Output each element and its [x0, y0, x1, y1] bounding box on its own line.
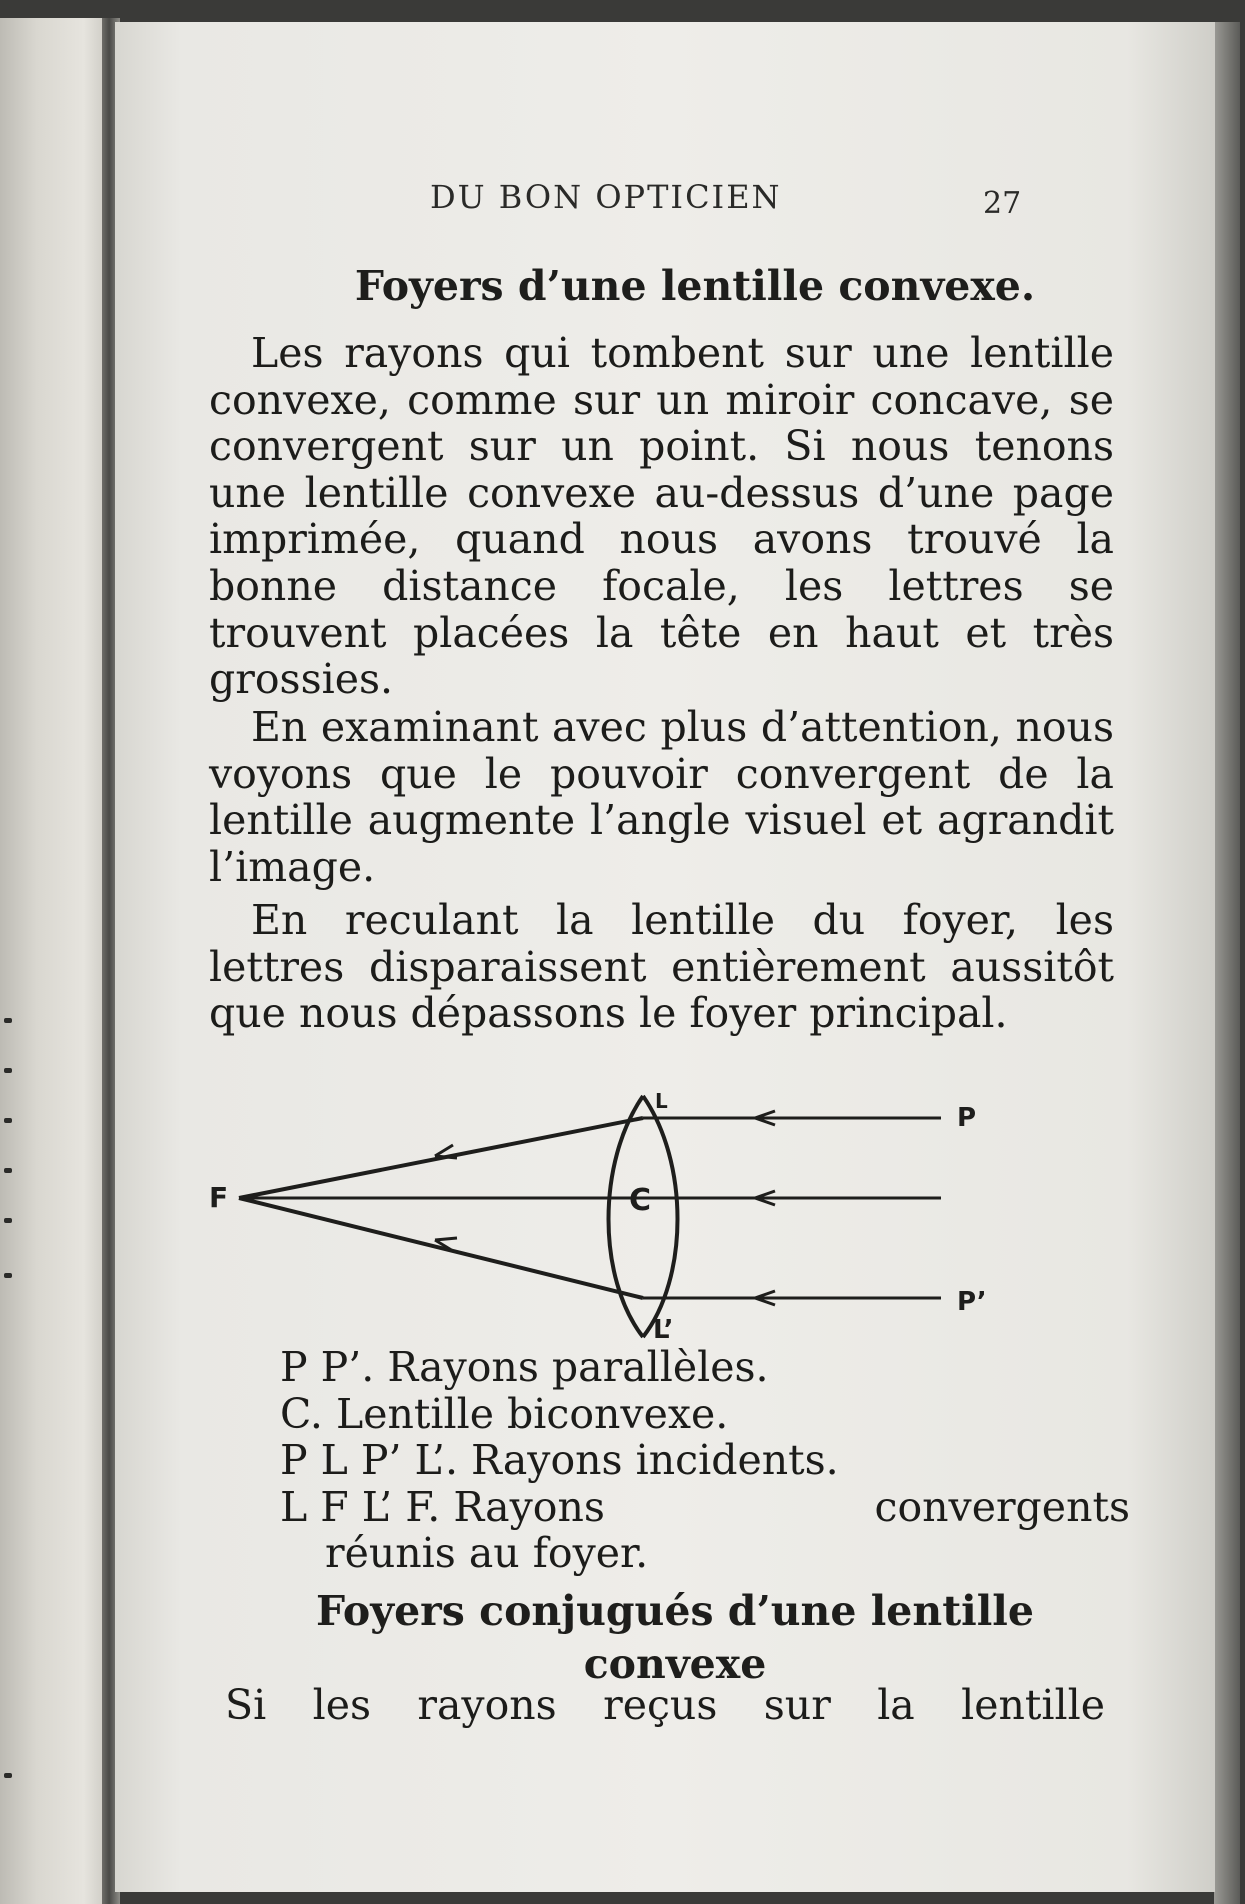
previous-page-edge [0, 18, 105, 1904]
legend-desc: Rayons [453, 1482, 605, 1531]
converging-ray-bottom [239, 1198, 643, 1298]
paragraph-start: Si les rayons reçus sur la lentille [225, 1681, 1105, 1729]
legend-item [280, 1484, 1130, 1531]
legend-term: P P’. [280, 1343, 375, 1391]
legend-desc: convergents [874, 1482, 1130, 1531]
paragraph-2 [209, 704, 1114, 890]
legend-term: P L P’ L’. [280, 1436, 458, 1485]
page-mark [4, 1773, 12, 1778]
page-mark [4, 1118, 12, 1123]
page-mark [4, 1018, 12, 1023]
label-top-ray: P [957, 1103, 977, 1133]
page-number: 27 [983, 186, 1022, 221]
paragraph-3 [209, 897, 1114, 1037]
label-focus: F [209, 1181, 229, 1214]
legend-desc: Rayons parallèles. [387, 1343, 769, 1391]
legend-continuation: réunis au foyer. [325, 1529, 649, 1578]
page-mark [4, 1273, 12, 1278]
lens-diagram-svg [209, 1082, 995, 1352]
legend-desc: Lentille biconvexe. [336, 1389, 729, 1438]
legend-item [280, 1391, 1130, 1438]
paragraph-text: En examinant avec plus d’attention, nous voyons que le pouvoir convergent de la lentille augmente l’angle visuel et agrandit l’image. [209, 703, 1114, 891]
section-title-2: Foyers conjugués d’une lentille [316, 1587, 1034, 1635]
running-head: DU BON OPTICIEN [430, 178, 782, 216]
label-bottom-ray: P’ [957, 1287, 987, 1317]
lens-diagram [209, 1082, 995, 1352]
legend-term: C. [280, 1389, 323, 1438]
section-title-2-cont: convexe [583, 1640, 767, 1688]
label-bottom-point: L’ [653, 1315, 674, 1345]
legend-term: L F L’ F. [280, 1482, 441, 1531]
label-center: C [629, 1183, 652, 1218]
paragraph-text: Les rayons qui tombent sur une lentille convexe, comme sur un miroir concave, se convergent sur un point. Si nous tenons une lentille convexe au-dessus d’une page imprimée, quand nous avons trouvé la bonne distance focale, les lettres se trouvent placées la tête en haut et très grossies. [209, 329, 1114, 704]
book-page [115, 22, 1215, 1892]
legend-item [280, 1437, 1130, 1484]
paragraph-1 [209, 330, 1114, 703]
label-top-point: L [655, 1089, 668, 1113]
page-mark [4, 1218, 12, 1223]
legend-item [280, 1344, 1130, 1391]
diagram-legend [280, 1344, 1130, 1577]
page-mark [4, 1068, 12, 1073]
page-mark [4, 1168, 12, 1173]
section-title: Foyers d’une lentille convexe. [354, 262, 1036, 310]
legend-desc: Rayons incidents. [471, 1436, 839, 1485]
paragraph-text: En reculant la lentille du foyer, les lettres disparaissent entièrement aussitôt que nous dépassons le foyer principal. [209, 896, 1114, 1038]
